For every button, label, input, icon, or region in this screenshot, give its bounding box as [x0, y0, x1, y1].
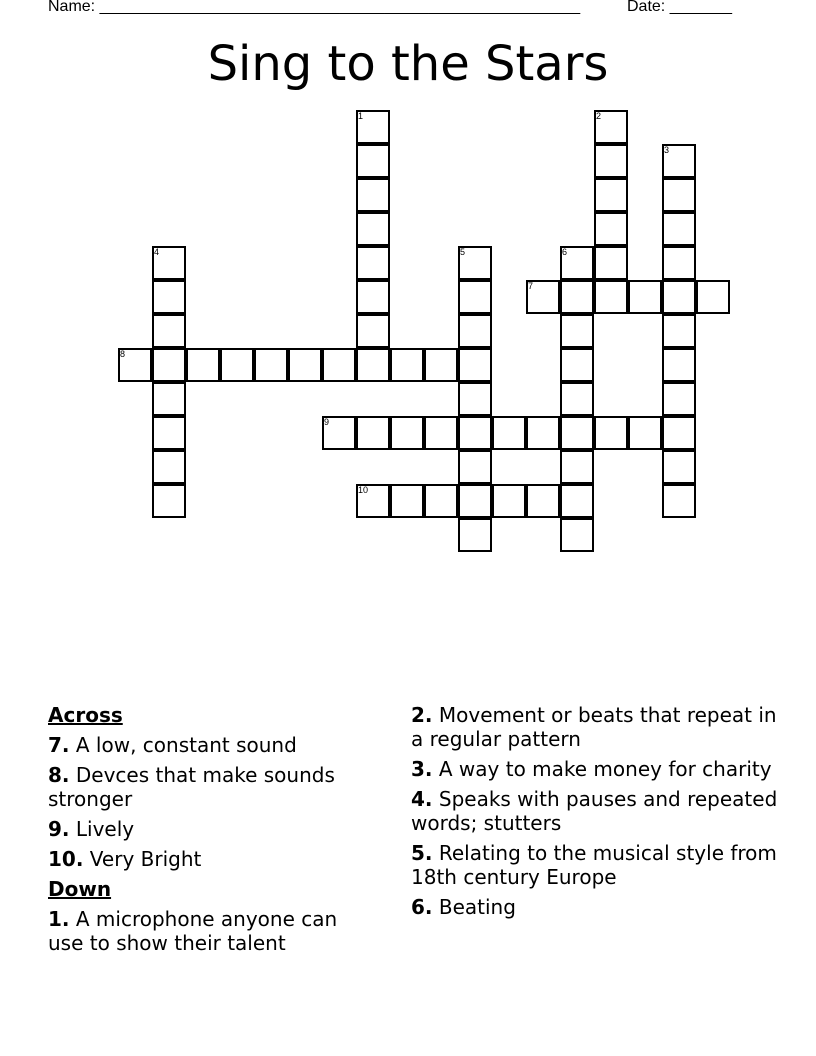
clue-down-3	[411, 757, 781, 781]
grid-cell[interactable]	[458, 382, 492, 416]
grid-cell[interactable]	[662, 450, 696, 484]
grid-cell[interactable]	[526, 484, 560, 518]
grid-cell[interactable]	[662, 382, 696, 416]
name-label: Name: ______________________________________________________	[48, 0, 581, 15]
grid-cell[interactable]	[662, 348, 696, 382]
clue-text: A microphone anyone can use to show their talent	[48, 907, 338, 955]
clue-number-label: 5	[460, 247, 466, 257]
grid-cell[interactable]	[662, 484, 696, 518]
clue-number: 5.	[411, 841, 433, 865]
grid-cell[interactable]	[458, 518, 492, 552]
clue-number-label: 10	[358, 485, 369, 495]
grid-cell[interactable]	[662, 212, 696, 246]
grid-cell[interactable]	[662, 246, 696, 280]
grid-cell[interactable]	[560, 518, 594, 552]
grid-cell[interactable]	[152, 450, 186, 484]
grid-cell[interactable]	[560, 314, 594, 348]
clue-number: 3.	[411, 757, 433, 781]
grid-cell[interactable]	[424, 484, 458, 518]
page-title: Sing to the Stars	[207, 36, 609, 92]
clue-number-label: 7	[528, 281, 534, 291]
clue-text: Beating	[438, 895, 516, 919]
clue-number: 6.	[411, 895, 433, 919]
grid-cell[interactable]	[356, 416, 390, 450]
clue-across-8	[48, 763, 378, 811]
grid-cell[interactable]	[254, 348, 288, 382]
grid-cell[interactable]	[560, 382, 594, 416]
grid-cell[interactable]	[288, 348, 322, 382]
grid-cell[interactable]	[356, 314, 390, 348]
clue-text: Speaks with pauses and repeated words; stutters	[411, 787, 778, 835]
clue-number: 8.	[48, 763, 70, 787]
clues-right-column	[411, 703, 781, 925]
clue-number-label: 6	[562, 247, 568, 257]
clues-left-column	[48, 703, 378, 961]
grid-cell[interactable]	[152, 416, 186, 450]
clue-text: Relating to the musical style from 18th century Europe	[411, 841, 777, 889]
clue-across-7	[48, 733, 378, 757]
grid-cell[interactable]	[458, 348, 492, 382]
grid-cell[interactable]	[662, 280, 696, 314]
grid-cell[interactable]	[526, 416, 560, 450]
grid-cell[interactable]	[492, 416, 526, 450]
grid-cell[interactable]	[662, 416, 696, 450]
clue-number: 9.	[48, 817, 70, 841]
clue-number-label: 8	[120, 349, 126, 359]
clue-number-label: 4	[154, 247, 160, 257]
grid-cell[interactable]	[696, 280, 730, 314]
clue-text: Devces that make sounds stronger	[48, 763, 335, 811]
clue-text: Movement or beats that repeat in a regular pattern	[411, 703, 777, 751]
grid-cell[interactable]	[186, 348, 220, 382]
grid-cell[interactable]	[458, 314, 492, 348]
grid-cell[interactable]	[356, 178, 390, 212]
clue-down-6	[411, 895, 781, 919]
across-heading: Across	[48, 703, 123, 727]
grid-cell[interactable]	[458, 416, 492, 450]
grid-cell[interactable]	[594, 144, 628, 178]
clue-number-label: 9	[324, 417, 330, 427]
date-label: Date: _______	[627, 0, 732, 15]
grid-cell[interactable]	[560, 484, 594, 518]
grid-cell[interactable]	[356, 246, 390, 280]
grid-cell[interactable]	[458, 484, 492, 518]
clue-number: 7.	[48, 733, 70, 757]
grid-cell[interactable]	[492, 484, 526, 518]
clue-number: 1.	[48, 907, 70, 931]
grid-cell[interactable]	[390, 416, 424, 450]
clue-down-1	[48, 907, 378, 955]
clue-text: Lively	[75, 817, 135, 841]
grid-cell[interactable]	[594, 416, 628, 450]
grid-cell[interactable]	[152, 280, 186, 314]
down-heading: Down	[48, 877, 112, 901]
clue-number-label: 1	[358, 111, 364, 121]
clue-number: 10.	[48, 847, 84, 871]
grid-cell[interactable]	[356, 280, 390, 314]
grid-cell[interactable]	[390, 348, 424, 382]
clue-down-4	[411, 787, 781, 835]
grid-cell[interactable]	[220, 348, 254, 382]
grid-cell[interactable]	[356, 144, 390, 178]
clue-down-5	[411, 841, 781, 889]
clue-number-label: 2	[596, 111, 602, 121]
grid-cell[interactable]	[356, 212, 390, 246]
grid-cell[interactable]	[594, 246, 628, 280]
clue-text: Very Bright	[89, 847, 202, 871]
grid-cell[interactable]	[356, 348, 390, 382]
grid-cell[interactable]	[424, 348, 458, 382]
clue-number: 2.	[411, 703, 433, 727]
clue-across-9	[48, 817, 378, 841]
clue-text: A low, constant sound	[75, 733, 297, 757]
clue-number-label: 3	[664, 145, 670, 155]
grid-cell[interactable]	[152, 348, 186, 382]
grid-cell[interactable]	[152, 484, 186, 518]
clue-number: 4.	[411, 787, 433, 811]
grid-cell[interactable]	[458, 450, 492, 484]
grid-cell[interactable]	[560, 348, 594, 382]
grid-cell[interactable]	[662, 314, 696, 348]
grid-cell[interactable]	[390, 484, 424, 518]
grid-cell[interactable]	[560, 416, 594, 450]
grid-cell[interactable]	[152, 382, 186, 416]
grid-cell[interactable]	[662, 178, 696, 212]
grid-cell[interactable]	[322, 348, 356, 382]
clue-text: A way to make money for charity	[438, 757, 772, 781]
grid-cell[interactable]	[458, 280, 492, 314]
grid-cell[interactable]	[424, 416, 458, 450]
grid-cell[interactable]	[594, 280, 628, 314]
grid-cell[interactable]	[594, 178, 628, 212]
clue-across-10	[48, 847, 378, 871]
grid-cell[interactable]	[560, 450, 594, 484]
grid-cell[interactable]	[594, 212, 628, 246]
grid-cell[interactable]	[152, 314, 186, 348]
clue-down-2	[411, 703, 781, 751]
grid-cell[interactable]	[628, 280, 662, 314]
grid-cell[interactable]	[628, 416, 662, 450]
grid-cell[interactable]	[560, 280, 594, 314]
